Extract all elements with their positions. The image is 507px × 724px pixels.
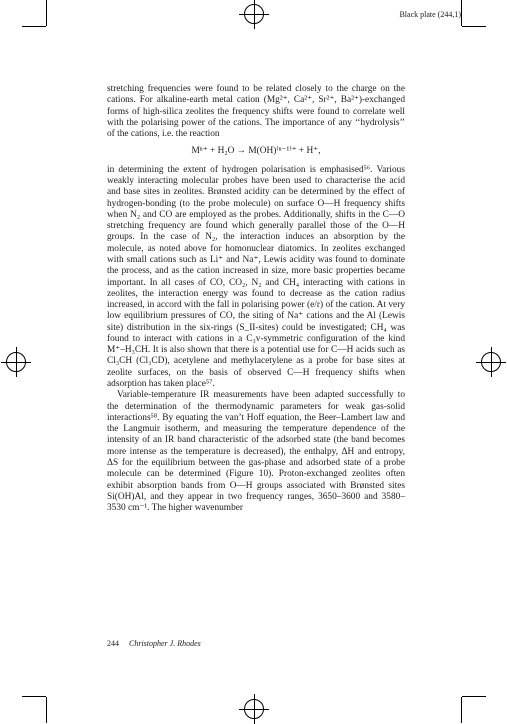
page-footer [107, 639, 201, 648]
plate-label: Black plate (244,1) [399, 10, 461, 19]
crop-mark-top-left-h [22, 26, 46, 27]
author-name: Christopher J. Rhodes [129, 639, 201, 648]
hydrolysis-equation: Mⁿ⁺ + H₂O → M(OH)⁽ⁿ⁻¹⁾⁺ + H⁺, [191, 146, 321, 157]
registration-mark-top [244, 4, 264, 24]
paragraph-1: stretching frequencies were found to be related closely to the charge on the cations. For alkaline-earth metal cation (Mg²⁺, Ca²⁺, Sr²⁺, Ba²⁺)-exchanged forms of high-silica zeolites the frequency shifts were found to correlate well with the polarising power of the cations. The importance of any ‘‘hydrolysis’’ of the cations, i.e. the reaction [107, 84, 405, 140]
crop-mark-bottom-right-h [462, 696, 486, 697]
crop-mark-top-left [46, 0, 47, 26]
crop-mark-bottom-right [461, 697, 462, 723]
crop-mark-top-right-h [462, 26, 486, 27]
registration-mark-bottom [244, 699, 264, 719]
body-text [107, 84, 405, 514]
page-number: 244 [107, 639, 119, 648]
crop-mark-top-right [461, 0, 462, 26]
crop-mark-bottom-left [46, 697, 47, 723]
crop-mark-bottom-left-h [22, 696, 46, 697]
paragraph-2: in determining the extent of hydrogen polarisation is emphasised⁵⁶. Various weakly interacting molecular probes have been used to characterise the acid and base sites in zeolites. Brønsted acidity can be determined by the effect of hydrogen-bonding (to the probe molecule) on surface O—H frequency shifts when N₂ and CO are employed as the probes. Additionally, shifts in the C—O stretching frequency are found which generally parallel those of the O—H groups. In the case of N₂, the interaction induces an absorption by the molecule, as noted above for homonuclear diatomics. In zeolites exchanged with small cations such as Li⁺ and Na⁺, Lewis acidity was found to dominate the process, and as the cation increased in size, more basic properties became important. In all cases of CO, CO₂, N₂ and CH₄ interacting with cations in zeolites, the interaction energy was found to decrease as the cation radius increased, in accord with the fall in polarising power (e/r) of the cation. At very low equilibrium pressures of CO, the siting of Na⁺ cations and the Al (Lewis site) distribution in the six-rings (S_II-sites) could be investigated; CH₄ was found to interact with cations in a C₃v-symmetric configuration of the kind M⁺–H₃CH. It is also shown that there is a potential use for C—H acids such as Cl₃CH (Cl₃CD), acetylene and methylacetylene as a probe for base sites at zeolite surfaces, on the basis of observed C—H frequency shifts when adsorption has taken place⁵⁷. [107, 164, 405, 390]
registration-mark-left [6, 352, 26, 372]
paragraph-3: Variable-temperature IR measurements have been adapted successfully to the determination of the thermodynamic parameters for weak gas-solid interactions⁵⁸. By equating the van’t Hoff equation, the Beer–Lambert law and the Langmuir isotherm, and measuring the temperature dependence of the intensity of an IR band characteristic of the adsorbed state (the band becomes more intense as the temperature is decreased), the enthalpy, ΔH and entropy, ΔS for the equilibrium between the gas-phase and adsorbed state of a probe molecule can be determined (Figure 10). Proton-exchanged zeolites often exhibit absorption bands from O—H groups associated with Brønsted sites Si(OH)Al, and they appear in two frequency ranges, 3650–3600 and 3580–3530 cm⁻¹. The higher wavenumber [107, 390, 405, 514]
registration-mark-right [481, 352, 501, 372]
